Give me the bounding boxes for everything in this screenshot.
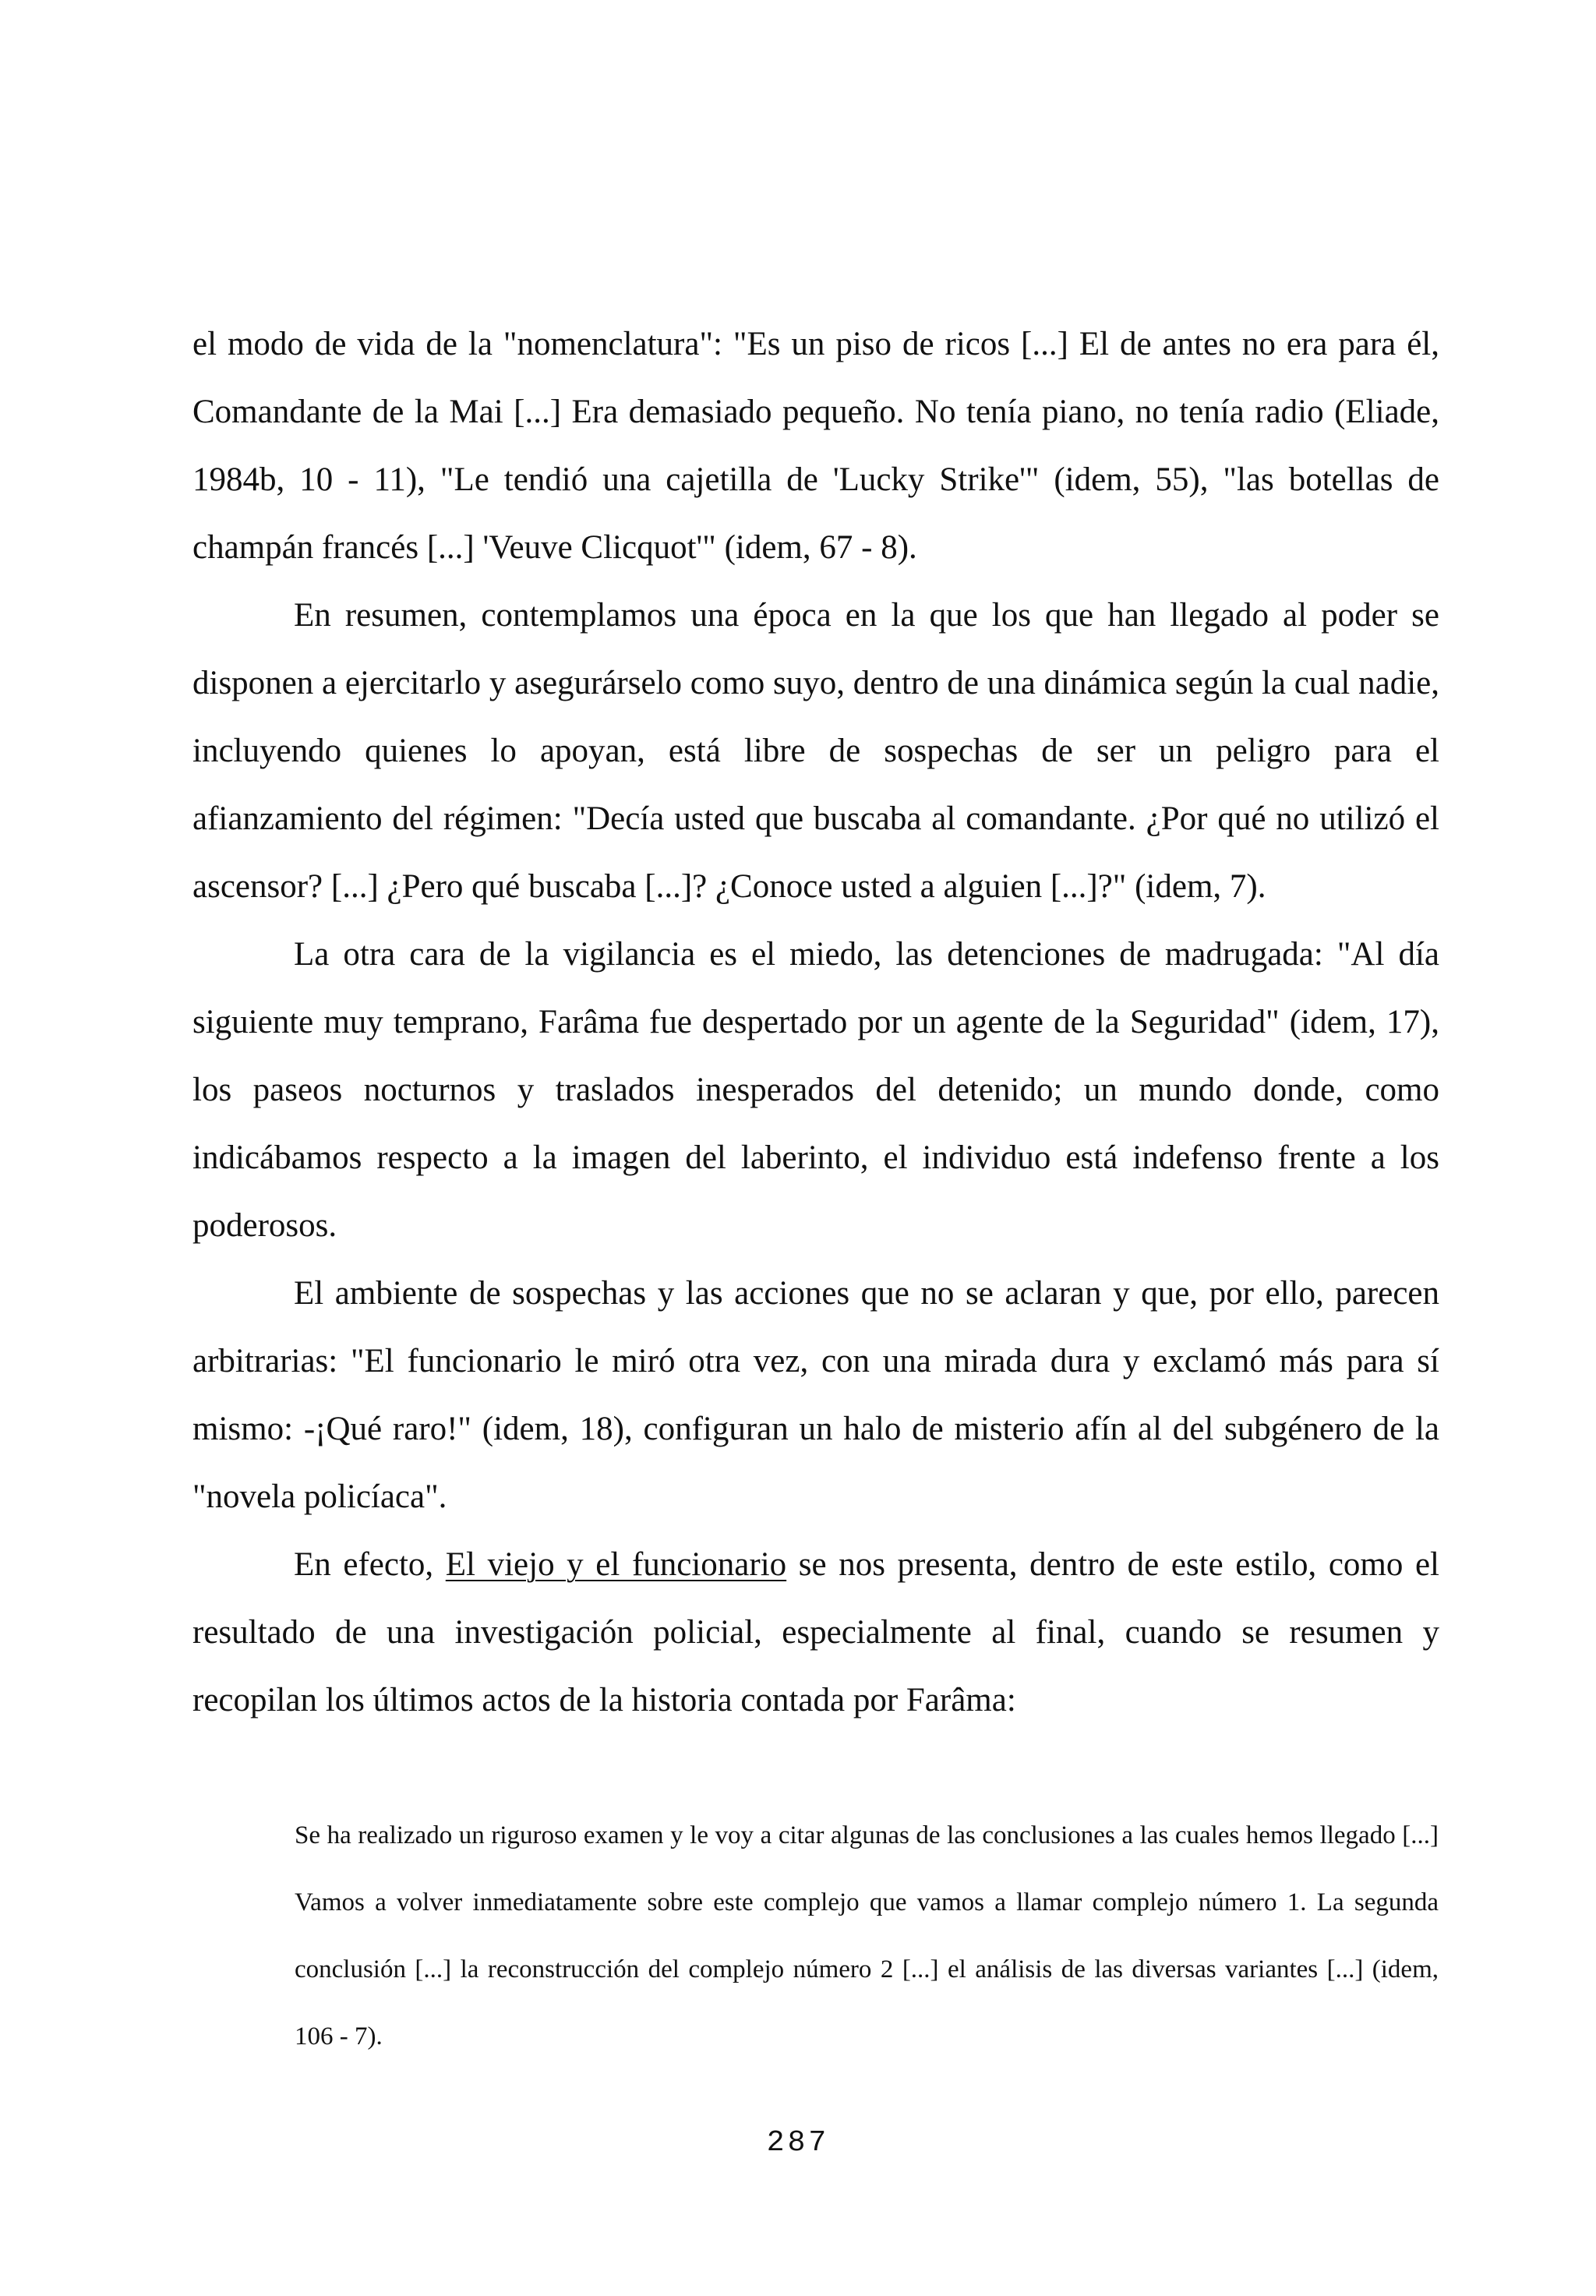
paragraph-3: La otra cara de la vigilancia es el miedo, las detenciones de madrugada: "Al día siguiente muy temprano, Farâma fue despertado por un agente de la Seguridad" (idem, 17), los paseos nocturnos y traslados inesperados del detenido; un mundo donde, como indicábamos respecto a la imagen del laberinto, el individuo está indefenso frente a los poderosos. [192,936,1439,1244]
paragraph-5-lead: En efecto, [294,1546,446,1583]
paragraph-4: El ambiente de sospechas y las acciones que no se aclaran y que, por ello, parecen arbitrarias: "El funcionario le miró otra vez, con una mirada dura y exclamó más para sí mismo: -¡Qué raro!" (idem, 18), configuran un halo de misterio afín al del subgénero de la "novela policíaca". [192,1275,1439,1515]
book-title: El viejo y el funcionario [445,1546,787,1583]
paragraph-1: el modo de vida de la "nomenclatura": "Es un piso de ricos [...] El de antes no era para él, Comandante de la Mai [...] Era demasiado pequeño. No tenía piano, no tenía radio (Eliade, 1984b, 10 - 11), "Le tendió una cajetilla de 'Lucky Strike'" (idem, 55), "las botellas de champán francés [...] 'Veuve Clicquot'" (idem, 67 - 8). [192,326,1439,566]
body-text [192,310,1439,1734]
block-quote: Se ha realizado un riguroso examen y le voy a citar algunas de las conclusiones a las cuales hemos llegado [...] Vamos a volver inmediatamente sobre este complejo que vamos a llamar complejo número 1. La segunda conclusión [...] la reconstrucción del complejo número 2 [...] el análisis de las diversas variantes [...] (idem, 106 - 7). [295,1821,1439,2051]
paragraph-5-rest: se nos presenta, dentro de este estilo, como el resultado de una investigación policial, especialmente al final, cuando se resumen y recopilan los últimos actos de la historia contada por Farâma: [192,1546,1439,1718]
page-number: 287 [766,2126,830,2160]
paragraph-2: En resumen, contemplamos una época en la que los que han llegado al poder se disponen a ejercitarlo y asegurárselo como suyo, dentro de una dinámica según la cual nadie, incluyendo quienes lo apoyan, está libre de sospechas de ser un peligro para el afianzamiento del régimen: "Decía usted que buscaba al comandante. ¿Por qué no utilizó el ascensor? [...] ¿Pero qué buscaba [...]? ¿Conoce usted a alguien [...]?" (idem, 7). [192,597,1439,905]
paragraph-5 [192,1531,1439,1734]
